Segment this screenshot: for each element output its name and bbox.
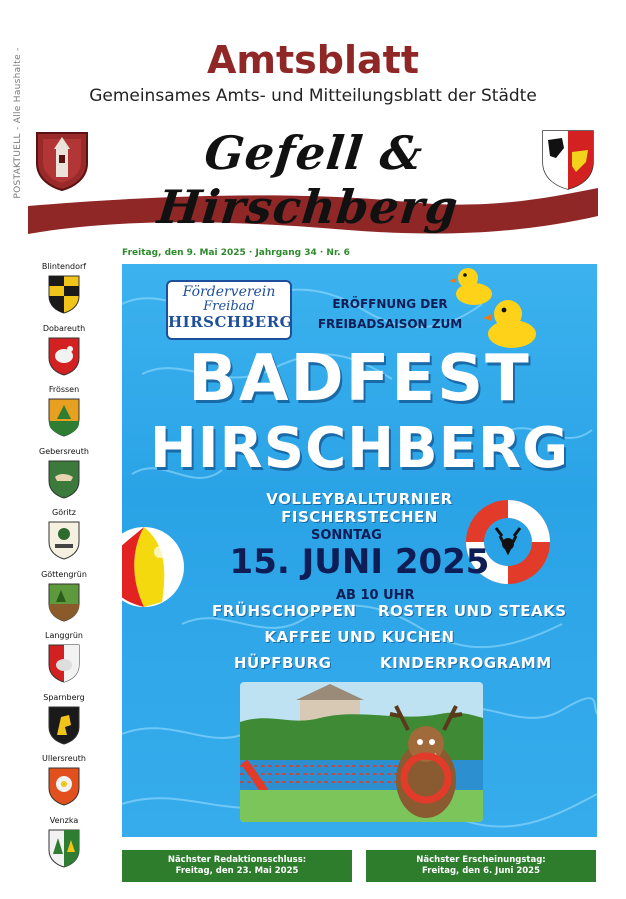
opening-line-2: FREIBADSAISON ZUM	[317, 317, 463, 331]
village-goettengruen	[34, 570, 94, 632]
next-issue-box	[366, 850, 596, 882]
event-time: AB 10 UHR	[336, 588, 415, 603]
next-issue-label: Nächster Erscheinungstag:	[416, 855, 546, 865]
program-fruehschoppen: FRÜHSCHOPPEN	[212, 602, 357, 620]
village-name: Ullersreuth	[42, 754, 86, 763]
logo-line-1: Förderverein	[182, 284, 276, 300]
goettengruen-crest-icon	[47, 582, 81, 622]
venzka-crest-icon	[47, 828, 81, 868]
village-dobareuth	[34, 324, 94, 386]
hirschberg-crest-icon	[540, 128, 596, 190]
activity-fischerstechen: FISCHERSTECHEN	[281, 508, 438, 526]
village-venzka	[34, 816, 94, 878]
village-goeritz	[34, 508, 94, 570]
deadline-value: Freitag, den 23. Mai 2025	[175, 866, 299, 876]
dobareuth-crest-icon	[47, 336, 81, 376]
gebersreuth-crest-icon	[47, 459, 81, 499]
sparnberg-crest-icon	[47, 705, 81, 745]
village-name: Gebersreuth	[39, 446, 89, 456]
headline-hirschberg: HIRSCHBERG	[149, 416, 570, 481]
village-name: Dobareuth	[42, 323, 86, 333]
village-name: Göritz	[52, 508, 76, 517]
event-weekday: SONNTAG	[311, 528, 382, 543]
langgruen-crest-icon	[47, 643, 81, 683]
village-name: Sparnberg	[43, 692, 85, 702]
village-name: Langgrün	[44, 631, 83, 640]
masthead-wordmark: Gefell & Hirschberg	[155, 126, 462, 234]
program-kaffee-kuchen: KAFFEE UND KUCHEN	[264, 628, 455, 646]
froessen-crest-icon	[47, 397, 81, 437]
opening-line-1: ERÖFFNUNG DER	[332, 297, 448, 311]
next-issue-value: Freitag, den 6. Juni 2025	[422, 866, 540, 876]
gefell-crest-icon	[33, 129, 91, 191]
ullersreuth-crest-icon	[47, 766, 81, 806]
logo-line-3: HIRSCHBERG	[168, 313, 293, 331]
village-name: Göttengrün	[41, 569, 87, 579]
village-name: Frössen	[48, 385, 80, 394]
village-list	[34, 262, 94, 877]
distribution-note: POSTAKTUELL - Alle Haushalte -	[13, 47, 23, 199]
village-ullersreuth	[34, 754, 94, 816]
event-date: 15. JUNI 2025	[229, 542, 490, 582]
foerderverein-logo	[166, 280, 292, 340]
village-name: Venzka	[49, 815, 79, 825]
village-froessen	[34, 385, 94, 447]
blintendorf-crest-icon	[47, 274, 81, 314]
deadline-box	[122, 850, 352, 882]
village-gebersreuth	[34, 447, 94, 509]
program-kinderprogramm: KINDERPROGRAMM	[380, 654, 552, 672]
goeritz-crest-icon	[47, 520, 81, 560]
village-blintendorf	[34, 262, 94, 324]
village-sparnberg	[34, 693, 94, 755]
activity-volleyball: VOLLEYBALLTURNIER	[266, 490, 453, 508]
headline-badfest: BADFEST	[188, 342, 531, 416]
pool-illustration	[240, 682, 483, 822]
deadline-label: Nächster Redaktionsschluss:	[167, 855, 307, 865]
newspaper-title: Amtsblatt	[207, 38, 419, 82]
village-langgruen	[34, 631, 94, 693]
program-roster-steaks: ROSTER UND STEAKS	[378, 602, 567, 620]
newspaper-subtitle: Gemeinsames Amts- und Mitteilungsblatt der Städte	[89, 86, 537, 106]
village-name: Blintendorf	[41, 262, 87, 271]
program-huepfburg: HÜPFBURG	[234, 654, 332, 672]
issue-line: Freitag, den 9. Mai 2025 · Jahrgang 34 · Nr. 6	[122, 248, 350, 258]
badfest-poster	[122, 264, 597, 837]
logo-line-2: Freibad	[203, 299, 255, 314]
